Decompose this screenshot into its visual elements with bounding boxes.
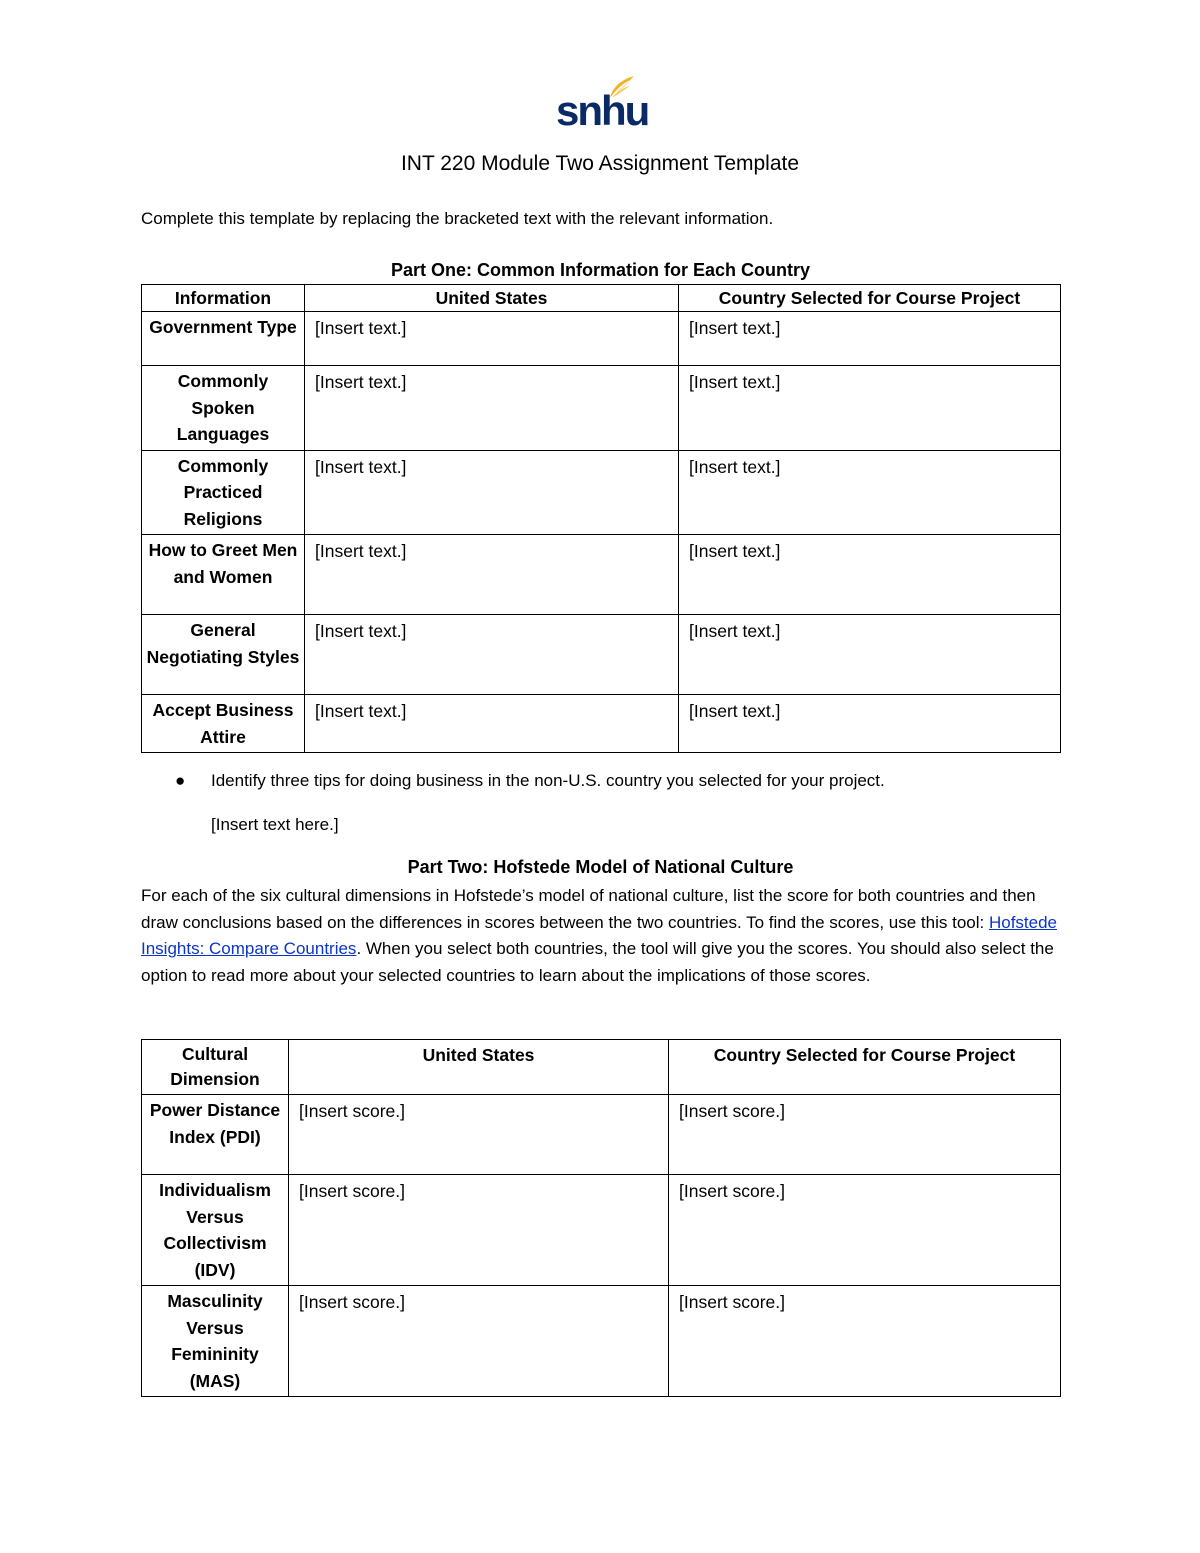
column-header-united-states: United States (289, 1040, 669, 1095)
paragraph-text-after-link: . When you select both countries, the tool will give you the scores. You should also select the option to read more about your selected countries to learn about the implications of those scores. (141, 939, 1054, 985)
us-mas-score-field[interactable]: [Insert score.] (289, 1286, 669, 1397)
row-label-pdi: Power Distance Index (PDI) (142, 1095, 289, 1175)
table-row (142, 312, 1061, 366)
column-header-cultural-dimension: Cultural Dimension (142, 1040, 289, 1095)
row-label-languages: Commonly Spoken Languages (142, 366, 305, 451)
tips-field[interactable]: [Insert text here.] (211, 815, 339, 834)
row-label-mas: Masculinity Versus Femininity (MAS) (142, 1286, 289, 1397)
table-header-row (142, 1040, 1061, 1095)
snhu-logo (556, 74, 649, 134)
bullet-item (175, 769, 885, 793)
country-idv-score-field[interactable]: [Insert score.] (669, 1175, 1061, 1286)
part-one-table (141, 284, 1061, 753)
country-attire-field[interactable]: [Insert text.] (679, 695, 1061, 753)
table-row (142, 535, 1061, 615)
table-row (142, 450, 1061, 535)
row-label-idv: Individualism Versus Collectivism (IDV) (142, 1175, 289, 1286)
table-row (142, 366, 1061, 451)
us-pdi-score-field[interactable]: [Insert score.] (289, 1095, 669, 1175)
table-row (142, 695, 1061, 753)
us-government-type-field[interactable]: [Insert text.] (305, 312, 679, 366)
table-row (142, 1286, 1061, 1397)
us-religions-field[interactable]: [Insert text.] (305, 450, 679, 535)
part-two-table (141, 1039, 1061, 1397)
country-religions-field[interactable]: [Insert text.] (679, 450, 1061, 535)
country-mas-score-field[interactable]: [Insert score.] (669, 1286, 1061, 1397)
us-negotiating-field[interactable]: [Insert text.] (305, 615, 679, 695)
logo-wordmark: snhu (556, 87, 649, 134)
part-two-heading: Part Two: Hofstede Model of National Culture (407, 857, 794, 877)
country-negotiating-field[interactable]: [Insert text.] (679, 615, 1061, 695)
table-row (142, 1095, 1061, 1175)
bullet-icon: ● (175, 771, 186, 790)
row-label-government-type: Government Type (142, 312, 305, 366)
hofstede-compare-link[interactable]: Hofstede Insights: Compare Countries (141, 912, 1058, 958)
paragraph-text-before-link: For each of the six cultural dimensions in Hofstede’s model of national culture, list the score for both countries and then draw conclusions based on the differences in scores between the two countries. To find the scores, use this tool: (141, 886, 1036, 932)
us-idv-score-field[interactable]: [Insert score.] (289, 1175, 669, 1286)
bullet-text: Identify three tips for doing business in the non-U.S. country you selected for your project. (211, 771, 885, 790)
us-attire-field[interactable]: [Insert text.] (305, 695, 679, 753)
part-one-heading: Part One: Common Information for Each Country (390, 260, 811, 280)
country-government-type-field[interactable]: [Insert text.] (679, 312, 1061, 366)
leaf-flame-icon (606, 74, 636, 100)
column-header-selected-country: Country Selected for Course Project (679, 285, 1061, 312)
table-row (142, 1175, 1061, 1286)
table-header-row (142, 285, 1061, 312)
row-label-religions: Commonly Practiced Religions (142, 450, 305, 535)
row-label-greetings: How to Greet Men and Women (142, 535, 305, 615)
part-two-paragraph (141, 883, 1063, 989)
country-greetings-field[interactable]: [Insert text.] (679, 535, 1061, 615)
row-label-business-attire: Accept Business Attire (142, 695, 305, 753)
row-label-negotiating-styles: General Negotiating Styles (142, 615, 305, 695)
column-header-selected-country: Country Selected for Course Project (669, 1040, 1061, 1095)
column-header-information: Information (142, 285, 305, 312)
instructions-text: Complete this template by replacing the bracketed text with the relevant information. (141, 209, 774, 228)
us-languages-field[interactable]: [Insert text.] (305, 366, 679, 451)
column-header-united-states: United States (305, 285, 679, 312)
us-greetings-field[interactable]: [Insert text.] (305, 535, 679, 615)
country-pdi-score-field[interactable]: [Insert score.] (669, 1095, 1061, 1175)
country-languages-field[interactable]: [Insert text.] (679, 366, 1061, 451)
table-row (142, 615, 1061, 695)
document-title: INT 220 Module Two Assignment Template (400, 152, 800, 175)
